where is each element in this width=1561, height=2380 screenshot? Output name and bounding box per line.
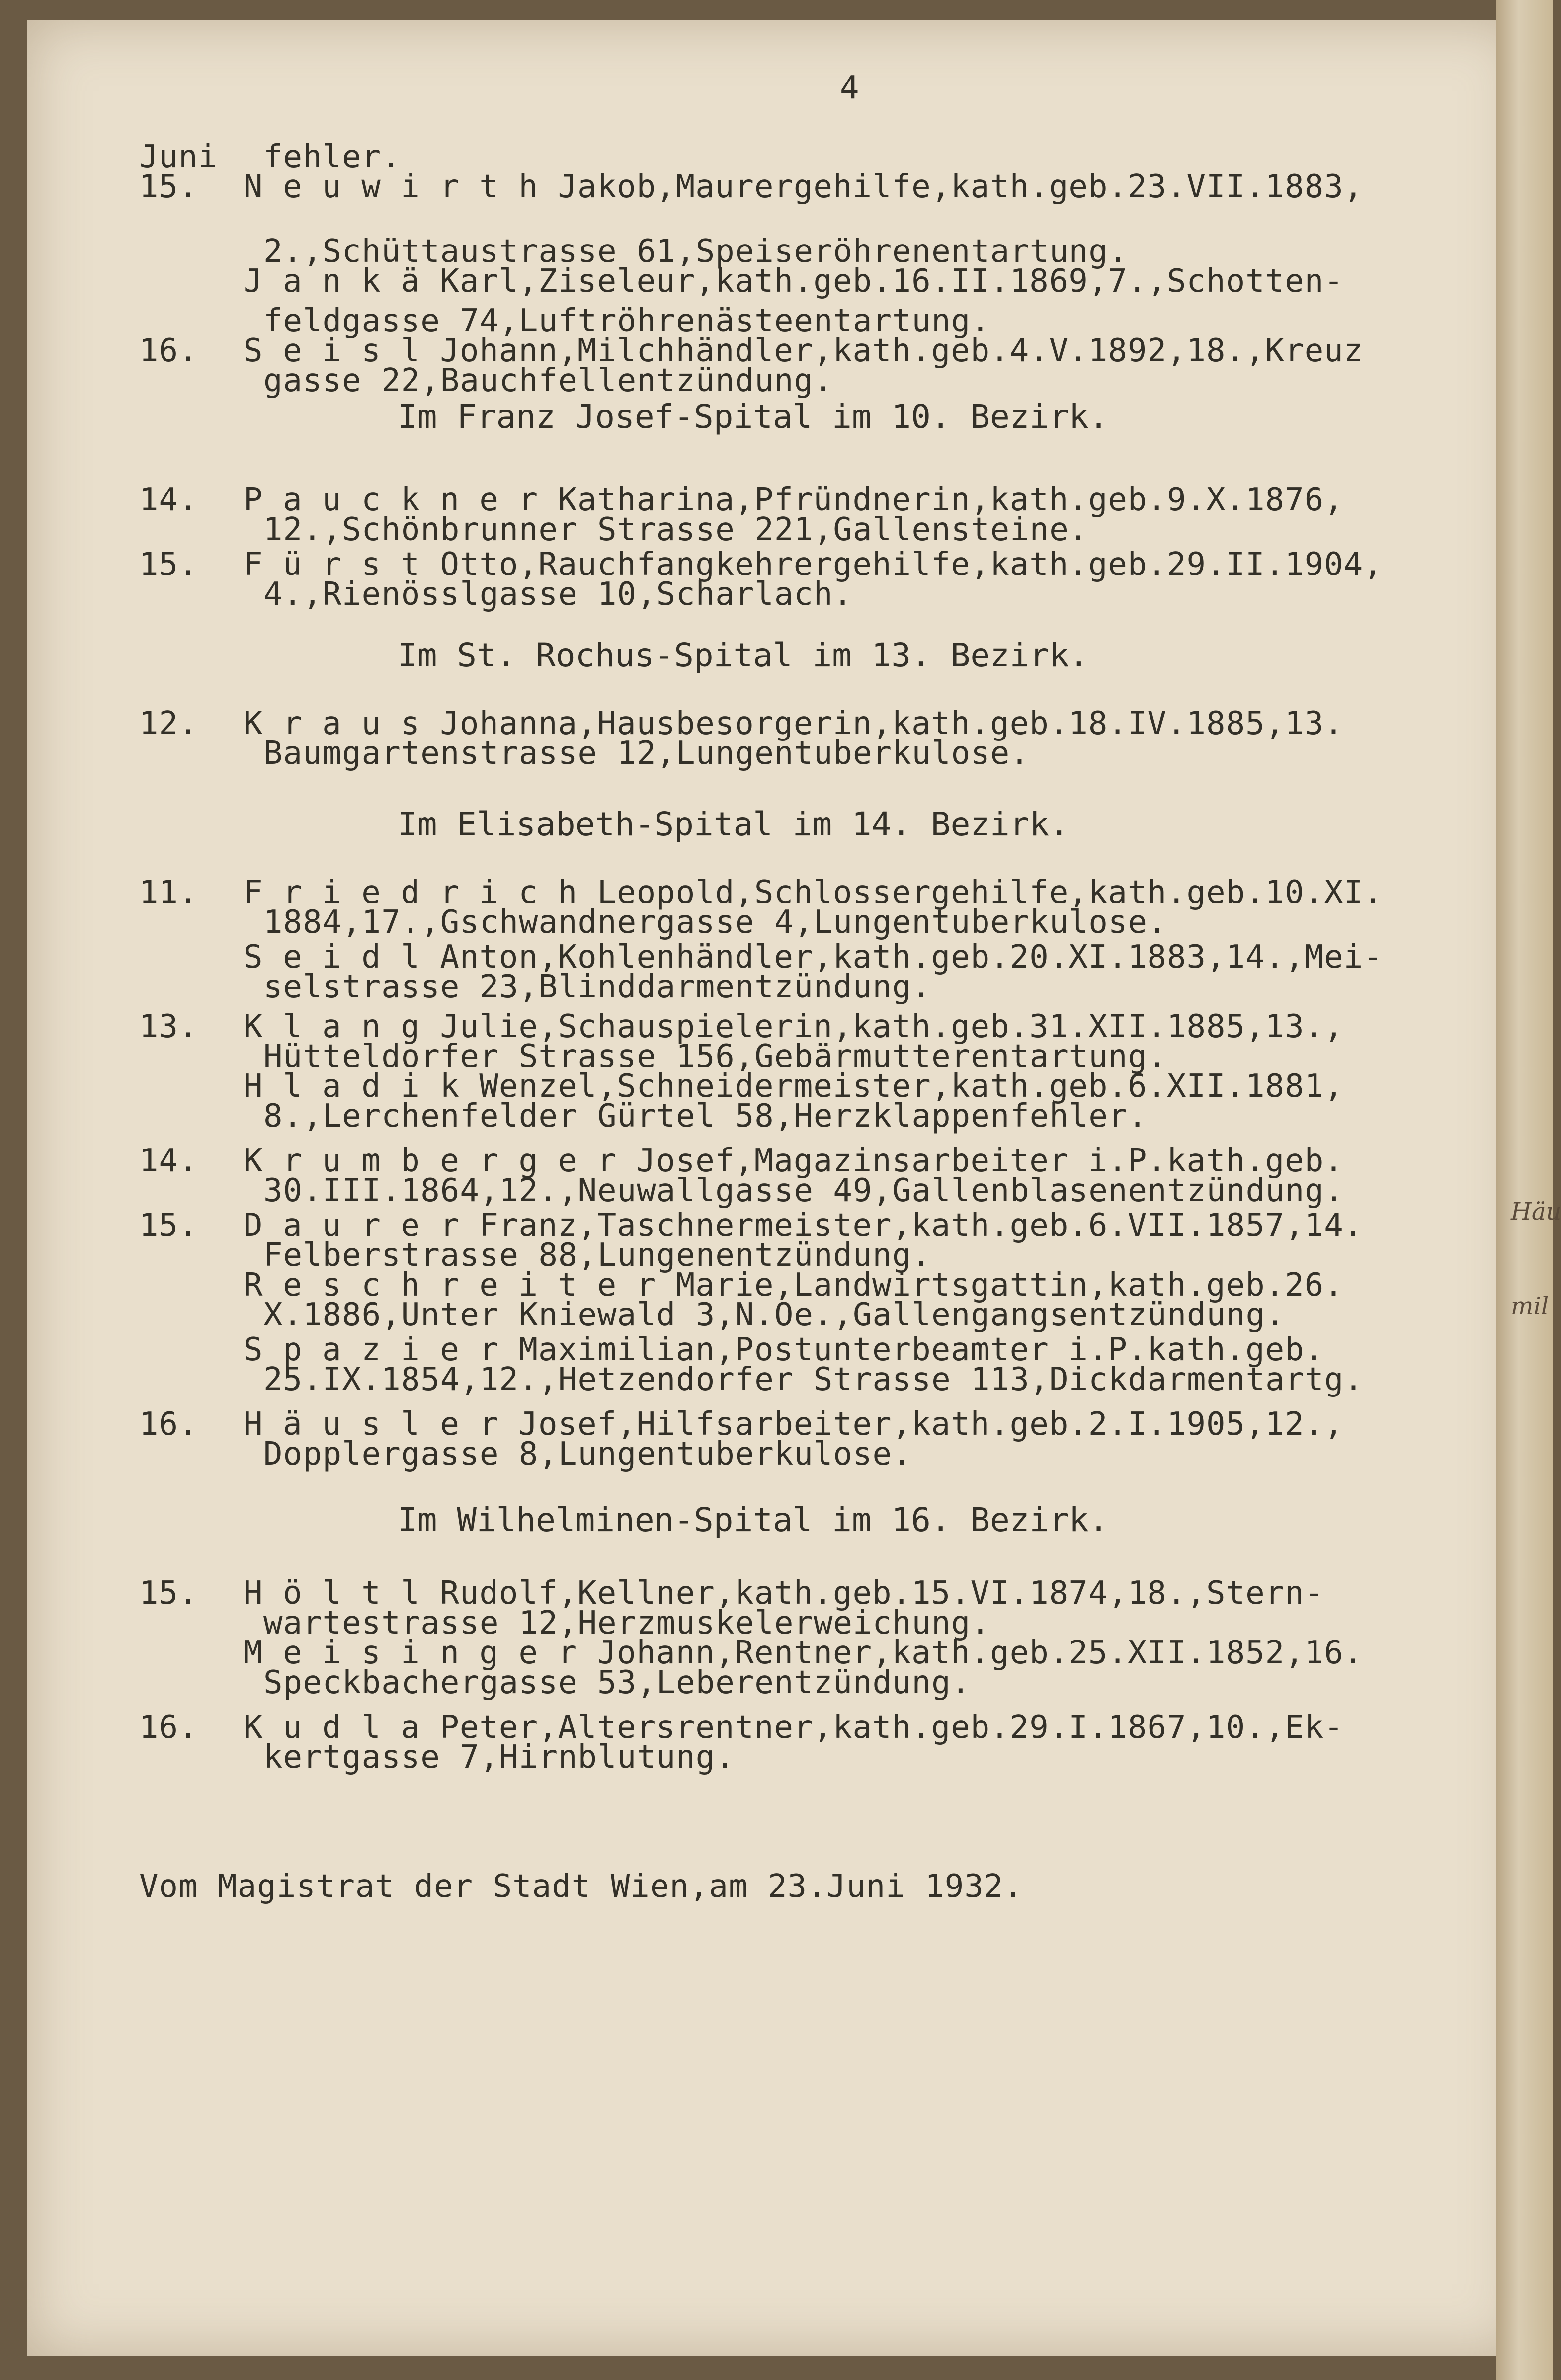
entry-text: H ö l t l Rudolf,Kellner,kath.geb.15.VI.1874,18.,Stern- bbox=[244, 1575, 1324, 1612]
entry-text: S p a z i e r Maximilian,Postunterbeamter i.P.kath.geb. bbox=[244, 1331, 1324, 1368]
entry-date: Juni bbox=[139, 139, 218, 175]
entry-date: 16. bbox=[139, 1709, 198, 1746]
entry-text: 4.,Rienösslgasse 10,Scharlach. bbox=[263, 576, 853, 613]
entry-text: P a u c k n e r Katharina,Pfründnerin,kath.geb.9.X.1876, bbox=[244, 482, 1344, 518]
entry-text: D a u r e r Franz,Taschnermeister,kath.geb.6.VII.1857,14. bbox=[244, 1207, 1364, 1244]
entry-text: 8.,Lerchenfelder Gürtel 58,Herzklappenfehler. bbox=[263, 1098, 1148, 1135]
entry-text: K r u m b e r g e r Josef,Magazinsarbeiter i.P.kath.geb. bbox=[244, 1143, 1344, 1179]
section-heading: Im Wilhelminen-Spital im 16. Bezirk. bbox=[398, 1501, 1109, 1539]
margin-note: Häu bbox=[1511, 1198, 1561, 1226]
entry-text: fehler. bbox=[263, 139, 401, 175]
entry-text: Hütteldorfer Strasse 156,Gebärmutterentartung. bbox=[263, 1038, 1167, 1075]
entry-text: Dopplergasse 8,Lungentuberkulose. bbox=[263, 1436, 912, 1473]
entry-text: H l a d i k Wenzel,Schneidermeister,kath.geb.6.XII.1881, bbox=[244, 1068, 1344, 1105]
entry-date: 12. bbox=[139, 705, 198, 742]
entry-date: 15. bbox=[139, 168, 198, 205]
entry-text: 12.,Schönbrunner Strasse 221,Gallensteine. bbox=[263, 511, 1089, 548]
section-heading: Im St. Rochus-Spital im 13. Bezirk. bbox=[398, 636, 1089, 674]
entry-date: 16. bbox=[139, 332, 198, 369]
entry-date: 15. bbox=[139, 1575, 198, 1612]
entry-text: selstrasse 23,Blinddarmentzündung. bbox=[263, 969, 932, 1005]
entry-text: Felberstrasse 88,Lungenentzündung. bbox=[263, 1237, 932, 1274]
entry-text: Baumgartenstrasse 12,Lungentuberkulose. bbox=[263, 735, 1030, 772]
book-spine bbox=[1496, 0, 1553, 2380]
entry-text: M e i s i n g e r Johann,Rentner,kath.geb.25.XII.1852,16. bbox=[244, 1635, 1364, 1671]
entry-text: K r a u s Johanna,Hausbesorgerin,kath.geb.18.IV.1885,13. bbox=[244, 705, 1344, 742]
entry-text: K u d l a Peter,Altersrentner,kath.geb.29.I.1867,10.,Ek- bbox=[244, 1709, 1344, 1746]
entry-date: 16. bbox=[139, 1406, 198, 1443]
entry-text: N e u w i r t h Jakob,Maurergehilfe,kath.geb.23.VII.1883, bbox=[244, 168, 1364, 205]
entry-date: 14. bbox=[139, 1143, 198, 1179]
entry-text: wartestrasse 12,Herzmuskelerweichung. bbox=[263, 1605, 990, 1641]
entry-text: 25.IX.1854,12.,Hetzendorfer Strasse 113,Dickdarmentartg. bbox=[263, 1361, 1364, 1398]
entry-date: 15. bbox=[139, 1207, 198, 1244]
section-heading: Im Franz Josef-Spital im 10. Bezirk. bbox=[398, 398, 1109, 436]
closing-line: Vom Magistrat der Stadt Wien,am 23.Juni 1932. bbox=[139, 1868, 1023, 1905]
entry-text: R e s c h r e i t e r Marie,Landwirtsgattin,kath.geb.26. bbox=[244, 1267, 1344, 1304]
entry-text: 1884,17.,Gschwandnergasse 4,Lungentuberkulose. bbox=[263, 904, 1167, 941]
entry-text: gasse 22,Bauchfellentzündung. bbox=[263, 362, 833, 399]
entry-text: 30.III.1864,12.,Neuwallgasse 49,Gallenblasenentzündung. bbox=[263, 1172, 1344, 1209]
section-heading: Im Elisabeth-Spital im 14. Bezirk. bbox=[398, 805, 1069, 843]
entry-text: F ü r s t Otto,Rauchfangkehrergehilfe,kath.geb.29.II.1904, bbox=[244, 546, 1383, 583]
entry-text: Speckbachergasse 53,Leberentzündung. bbox=[263, 1664, 971, 1701]
entry-text: F r i e d r i c h Leopold,Schlossergehilfe,kath.geb.10.XI. bbox=[244, 874, 1383, 911]
entry-text: S e i s l Johann,Milchhändler,kath.geb.4.V.1892,18.,Kreuz bbox=[244, 332, 1364, 369]
entry-text: 2.,Schüttaustrasse 61,Speiseröhrenentartung. bbox=[263, 233, 1128, 270]
entry-text: kertgasse 7,Hirnblutung. bbox=[263, 1739, 735, 1776]
margin-note: mil bbox=[1511, 1292, 1549, 1320]
entry-text: H ä u s l e r Josef,Hilfsarbeiter,kath.geb.2.I.1905,12., bbox=[244, 1406, 1344, 1443]
entry-text: K l a n g Julie,Schauspielerin,kath.geb.31.XII.1885,13., bbox=[244, 1008, 1344, 1045]
entry-date: 14. bbox=[139, 482, 198, 518]
entry-date: 15. bbox=[139, 546, 198, 583]
entry-date: 13. bbox=[139, 1008, 198, 1045]
entry-text: X.1886,Unter Kniewald 3,N.Oe.,Gallengangsentzündung. bbox=[263, 1297, 1285, 1333]
entry-text: feldgasse 74,Luftröhrenästeentartung. bbox=[263, 303, 990, 339]
page-number: 4 bbox=[840, 70, 859, 106]
entry-text: J a n k ä Karl,Ziseleur,kath.geb.16.II.1869,7.,Schotten- bbox=[244, 263, 1344, 300]
entry-date: 11. bbox=[139, 874, 198, 911]
entry-text: S e i d l Anton,Kohlenhändler,kath.geb.20.XI.1883,14.,Mei- bbox=[244, 939, 1383, 976]
